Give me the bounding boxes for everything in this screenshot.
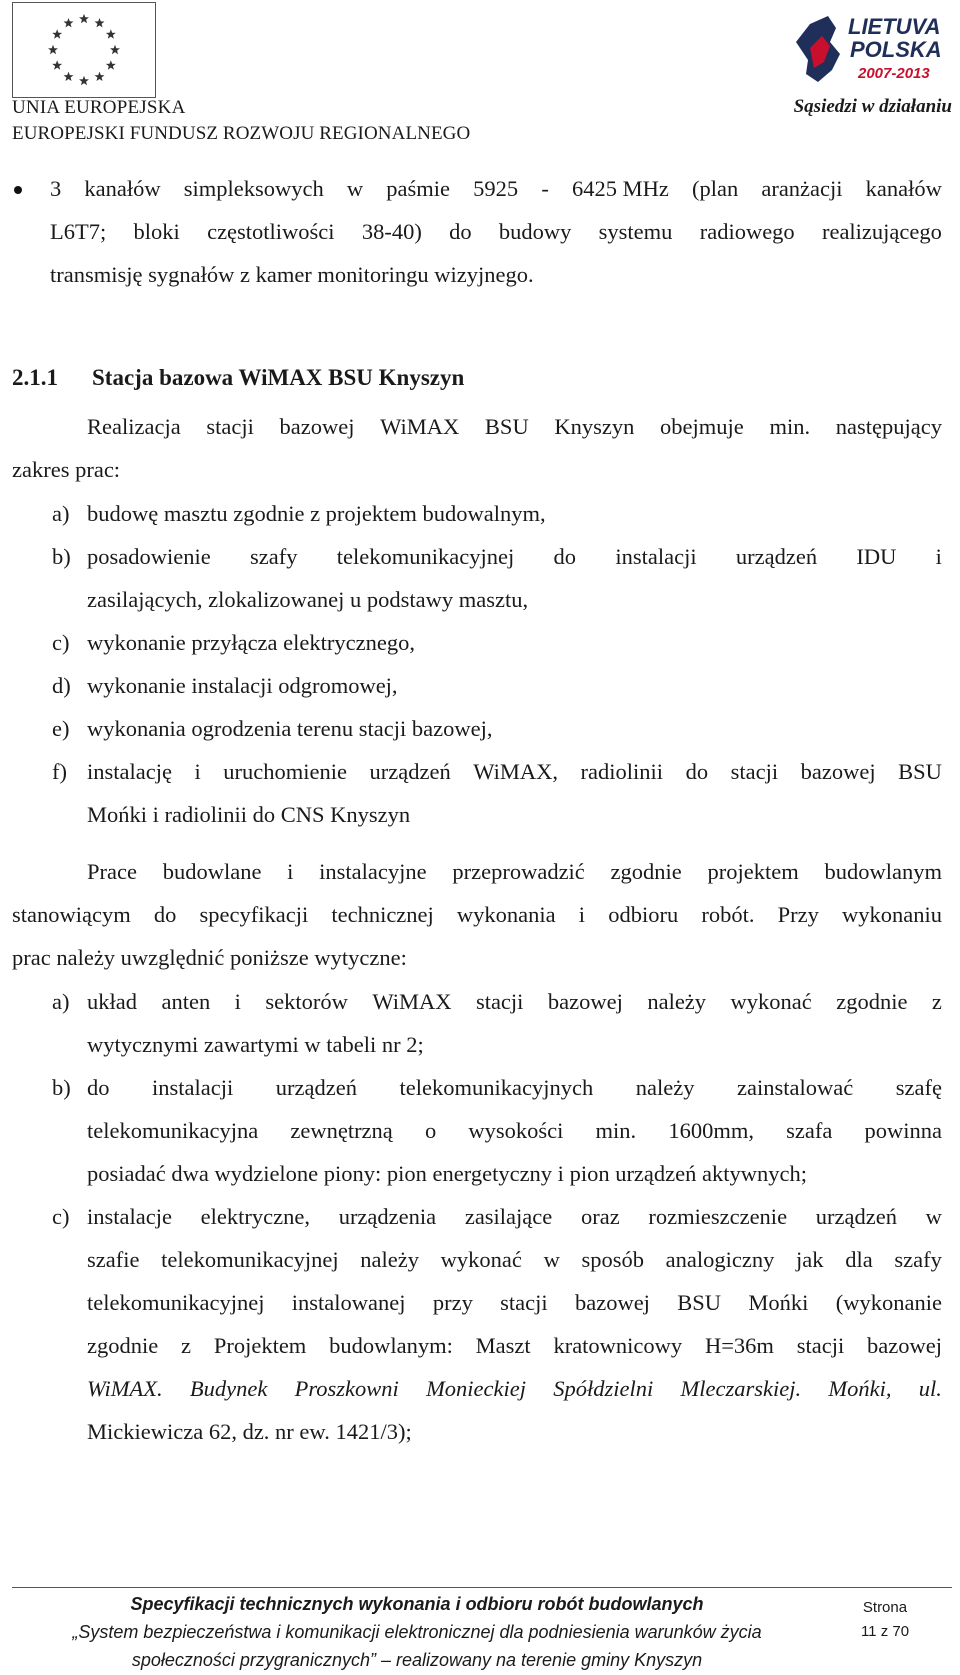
word: wykonać xyxy=(440,1247,522,1272)
star-icon xyxy=(106,60,116,69)
word: bazowej xyxy=(547,989,623,1014)
word: H=36m xyxy=(704,1333,774,1358)
word: anten xyxy=(161,989,211,1014)
word: instalację xyxy=(87,759,172,784)
word: należy xyxy=(360,1247,419,1272)
word: urządzenia xyxy=(338,1204,437,1229)
word: do xyxy=(449,219,472,244)
word: instalowanej xyxy=(291,1290,406,1315)
list2-item-c-line3 xyxy=(87,1280,942,1326)
word: powinna xyxy=(864,1118,942,1143)
word: - xyxy=(541,176,549,201)
word: dla xyxy=(845,1247,873,1272)
list1-item-a: budowę masztu zgodnie z projektem budowalnym, xyxy=(87,501,546,526)
para2-line3: prac należy uwzględnić poniższe wytyczne: xyxy=(12,945,407,970)
word: min. xyxy=(595,1118,637,1143)
logo-text-years: 2007-2013 xyxy=(858,65,930,82)
star-icon xyxy=(48,45,58,54)
word: w xyxy=(543,1247,560,1272)
star-icon xyxy=(79,14,89,23)
list2-item-a-line1 xyxy=(87,979,942,1025)
word: Realizacja xyxy=(87,414,181,439)
section-intro-line1 xyxy=(87,404,942,450)
list1-item-e: wykonania ogrodzenia terenu stacji bazowej, xyxy=(87,716,493,741)
list1-item-f-line1 xyxy=(87,749,942,795)
word: rozmieszczenie xyxy=(648,1204,788,1229)
word: instalacyjne xyxy=(319,859,427,884)
word: uruchomienie xyxy=(223,759,348,784)
star-icon xyxy=(110,45,120,54)
word: paśmie xyxy=(386,176,451,201)
word: wysokości xyxy=(468,1118,564,1143)
word: do xyxy=(685,759,709,784)
word: Proszkowni xyxy=(294,1376,399,1401)
word: systemu xyxy=(598,219,673,244)
list2-item-c-line1 xyxy=(87,1194,942,1240)
section-title: Stacja bazowa WiMAX BSU Knyszyn xyxy=(92,365,465,390)
word: technicznej xyxy=(331,902,434,927)
word: 1600mm, xyxy=(668,1118,754,1143)
word: kanałów xyxy=(84,176,161,201)
word: telekomunikacyjnej xyxy=(336,544,515,569)
word: instalacji xyxy=(615,544,697,569)
word: do xyxy=(553,544,577,569)
word: odbioru xyxy=(608,902,679,927)
word: zgodnie xyxy=(836,989,908,1014)
word: w xyxy=(346,176,364,201)
star-icon xyxy=(95,18,105,27)
footer-line3: społeczności przygranicznych” – realizowany na terenie gminy Knyszyn xyxy=(131,1650,703,1670)
word: urządzeń xyxy=(369,759,451,784)
star-icon xyxy=(52,60,62,69)
word: BSU xyxy=(677,1290,722,1315)
eu-flag-logo xyxy=(12,2,156,98)
word: należy xyxy=(647,989,707,1014)
list1-item-b-line1 xyxy=(87,534,942,580)
list2-item-c-line5 xyxy=(87,1366,942,1412)
list1-marker-e: e) xyxy=(52,716,70,741)
list2-item-c-line6: Mickiewicza 62, dz. nr ew. 1421/3); xyxy=(87,1419,412,1444)
word: 3 xyxy=(50,176,62,201)
bullet-icon xyxy=(14,186,22,194)
word: simpleksowych xyxy=(183,176,324,201)
word: i xyxy=(234,989,241,1014)
word: w xyxy=(925,1204,942,1229)
word: telekomunikacyjnych xyxy=(399,1075,594,1100)
list1-item-d: wykonanie instalacji odgromowej, xyxy=(87,673,398,698)
intro-bullet-line1 xyxy=(50,166,942,212)
word: zgodnie xyxy=(610,859,682,884)
word: stanowiącym xyxy=(12,902,131,927)
list1-marker-a: a) xyxy=(52,501,70,526)
word: WiMAX xyxy=(372,989,452,1014)
word: bazowej xyxy=(574,1290,650,1315)
word: urządzeń xyxy=(275,1075,357,1100)
word: stacji xyxy=(796,1333,845,1358)
star-icon xyxy=(95,72,105,81)
word: robót. xyxy=(701,902,755,927)
word: realizującego xyxy=(821,219,942,244)
word: do xyxy=(87,1075,110,1100)
list1-marker-c: c) xyxy=(52,630,70,655)
word: posadowienie xyxy=(87,544,211,569)
word: zgodnie xyxy=(87,1333,159,1358)
word: i xyxy=(935,544,942,569)
section-number: 2.1.1 xyxy=(12,365,58,390)
word: telekomunikacyjnej xyxy=(87,1290,265,1315)
word: projektem xyxy=(707,859,799,884)
word: bazowej xyxy=(800,759,876,784)
list2-item-b-line1 xyxy=(87,1065,942,1111)
word: o xyxy=(424,1118,437,1143)
eu-stars-icon xyxy=(13,3,155,97)
word: radiowego xyxy=(699,219,795,244)
word: kratownicowy xyxy=(553,1333,683,1358)
list1-marker-b: b) xyxy=(52,544,71,569)
word: i xyxy=(287,859,294,884)
word: należy xyxy=(635,1075,695,1100)
word: radiolinii xyxy=(580,759,664,784)
logo-text-polska: POLSKA xyxy=(850,37,942,62)
list1-marker-d: d) xyxy=(52,673,71,698)
word: sektorów xyxy=(265,989,348,1014)
star-icon xyxy=(64,18,74,27)
section-intro-line2: zakres prac: xyxy=(12,457,121,482)
word: bazowej xyxy=(279,414,355,439)
word: BSU xyxy=(484,414,529,439)
word: bloki xyxy=(133,219,180,244)
word: wykonaniu xyxy=(842,902,942,927)
word: stacji xyxy=(730,759,779,784)
list2-marker-b: b) xyxy=(52,1075,71,1100)
page-number: 11 z 70 xyxy=(860,1623,910,1640)
list2-item-a-line2: wytycznymi zawartymi w tabeli nr 2; xyxy=(87,1032,424,1057)
footer-line2: „System bezpieczeństwa i komunikacji elektronicznej dla podniesienia warunków życia xyxy=(72,1622,762,1642)
word: przy xyxy=(432,1290,473,1315)
page-label: Strona xyxy=(862,1599,908,1616)
word: WiMAX, xyxy=(473,759,558,784)
word: zainstalować xyxy=(737,1075,854,1100)
word: i xyxy=(194,759,201,784)
word: bazowej xyxy=(867,1333,942,1358)
word: stacji xyxy=(500,1290,548,1315)
word: (wykonanie xyxy=(835,1290,942,1315)
word: Maszt xyxy=(475,1333,531,1358)
footer-divider xyxy=(12,1587,952,1588)
word: obejmuje xyxy=(660,414,744,439)
word: szafy xyxy=(250,544,298,569)
word: stacji xyxy=(206,414,254,439)
word: z xyxy=(181,1333,192,1358)
list2-item-b-line3: posiadać dwa wydzielone piony: pion energetyczny i pion urządzeń aktywnych; xyxy=(87,1161,807,1186)
word: 5925 xyxy=(473,176,519,201)
list2-marker-c: c) xyxy=(52,1204,70,1229)
word: min. xyxy=(769,414,811,439)
word: Projektem xyxy=(213,1333,307,1358)
word: szafę xyxy=(895,1075,942,1100)
word: układ xyxy=(87,989,137,1014)
footer-caption xyxy=(12,1590,822,1674)
word: budowy xyxy=(498,219,572,244)
word: Mońki, xyxy=(828,1376,892,1401)
word: przeprowadzić xyxy=(452,859,585,884)
word: zewnętrzną xyxy=(290,1118,393,1143)
word: jak xyxy=(796,1247,824,1272)
word: wykonania xyxy=(456,902,556,927)
intro-bullet-line3: transmisję sygnałów z kamer monitoringu wizyjnego. xyxy=(50,262,534,287)
word: (plan xyxy=(691,176,739,201)
word: telekomunikacyjna xyxy=(87,1118,259,1143)
star-icon xyxy=(106,29,116,38)
word: następujący xyxy=(835,414,942,439)
word: L6T7; xyxy=(50,219,107,244)
word: budowlanym xyxy=(824,859,942,884)
eu-union-label: UNIA EUROPEJSKA xyxy=(12,97,186,118)
word: wykonać xyxy=(730,989,812,1014)
word: instalacji xyxy=(152,1075,234,1100)
word: budowlanym: xyxy=(329,1333,453,1358)
word: Budynek xyxy=(189,1376,268,1401)
page-indicator xyxy=(830,1596,940,1644)
word: 6425 MHz xyxy=(571,176,669,201)
list2-item-c-line2 xyxy=(87,1237,942,1283)
section-heading xyxy=(12,365,464,391)
word: 38-40) xyxy=(361,219,422,244)
word: Mońki xyxy=(748,1290,809,1315)
word: kanałów xyxy=(865,176,942,201)
star-icon xyxy=(64,72,74,81)
para2-line2 xyxy=(12,892,942,938)
word: WiMAX. xyxy=(87,1376,163,1401)
word: z xyxy=(931,989,942,1014)
word: urządzeń xyxy=(735,544,818,569)
footer-line1: Specyfikacji technicznych wykonania i odbioru robót budowlanych xyxy=(130,1594,704,1614)
word: zasilające xyxy=(464,1204,553,1229)
eu-fund-label: EUROPEJSKI FUNDUSZ ROZWOJU REGIONALNEGO xyxy=(12,123,471,144)
word: Spółdzielni xyxy=(553,1376,654,1401)
word: Przy xyxy=(777,902,819,927)
word: WiMAX xyxy=(380,414,460,439)
star-icon xyxy=(79,76,89,85)
word: i xyxy=(578,902,586,927)
list2-item-c-line4 xyxy=(87,1323,942,1369)
word: aranżacji xyxy=(761,176,843,201)
word: elektryczne, xyxy=(200,1204,310,1229)
para2-line1 xyxy=(87,849,942,895)
word: instalacje xyxy=(87,1204,172,1229)
word: szafie xyxy=(87,1247,140,1272)
logo-tagline: Sąsiedzi w działaniu xyxy=(793,96,952,117)
list1-item-c: wykonanie przyłącza elektrycznego, xyxy=(87,630,415,655)
word: częstotliwości xyxy=(207,219,335,244)
word: oraz xyxy=(580,1204,620,1229)
word: ul. xyxy=(918,1376,942,1401)
list1-item-b-line2: zasilających, zlokalizowanej u podstawy masztu, xyxy=(87,587,529,612)
list2-item-b-line2 xyxy=(87,1108,942,1154)
star-icon xyxy=(52,29,62,38)
list1-item-f-line2: Mońki i radiolinii do CNS Knyszyn xyxy=(87,802,411,827)
word: stacji xyxy=(475,989,524,1014)
word: sposób xyxy=(581,1247,644,1272)
word: szafa xyxy=(786,1118,833,1143)
word: Monieckiej xyxy=(426,1376,527,1401)
logo-text-lietuva: LIETUVA xyxy=(848,14,941,39)
word: specyfikacji xyxy=(199,902,309,927)
word: Mleczarskiej. xyxy=(680,1376,802,1401)
word: budowlane xyxy=(162,859,262,884)
word: Knyszyn xyxy=(554,414,635,439)
word: BSU xyxy=(898,759,942,784)
word: Prace xyxy=(87,859,137,884)
word: do xyxy=(153,902,177,927)
lietuva-polska-logo xyxy=(788,2,948,94)
intro-bullet-line2 xyxy=(50,209,942,255)
word: telekomunikacyjnej xyxy=(161,1247,339,1272)
list1-marker-f: f) xyxy=(52,759,67,784)
word: urządzeń xyxy=(815,1204,897,1229)
word: analogiczny xyxy=(665,1247,775,1272)
word: IDU xyxy=(856,544,897,569)
word: szafy xyxy=(894,1247,942,1272)
list2-marker-a: a) xyxy=(52,989,70,1014)
